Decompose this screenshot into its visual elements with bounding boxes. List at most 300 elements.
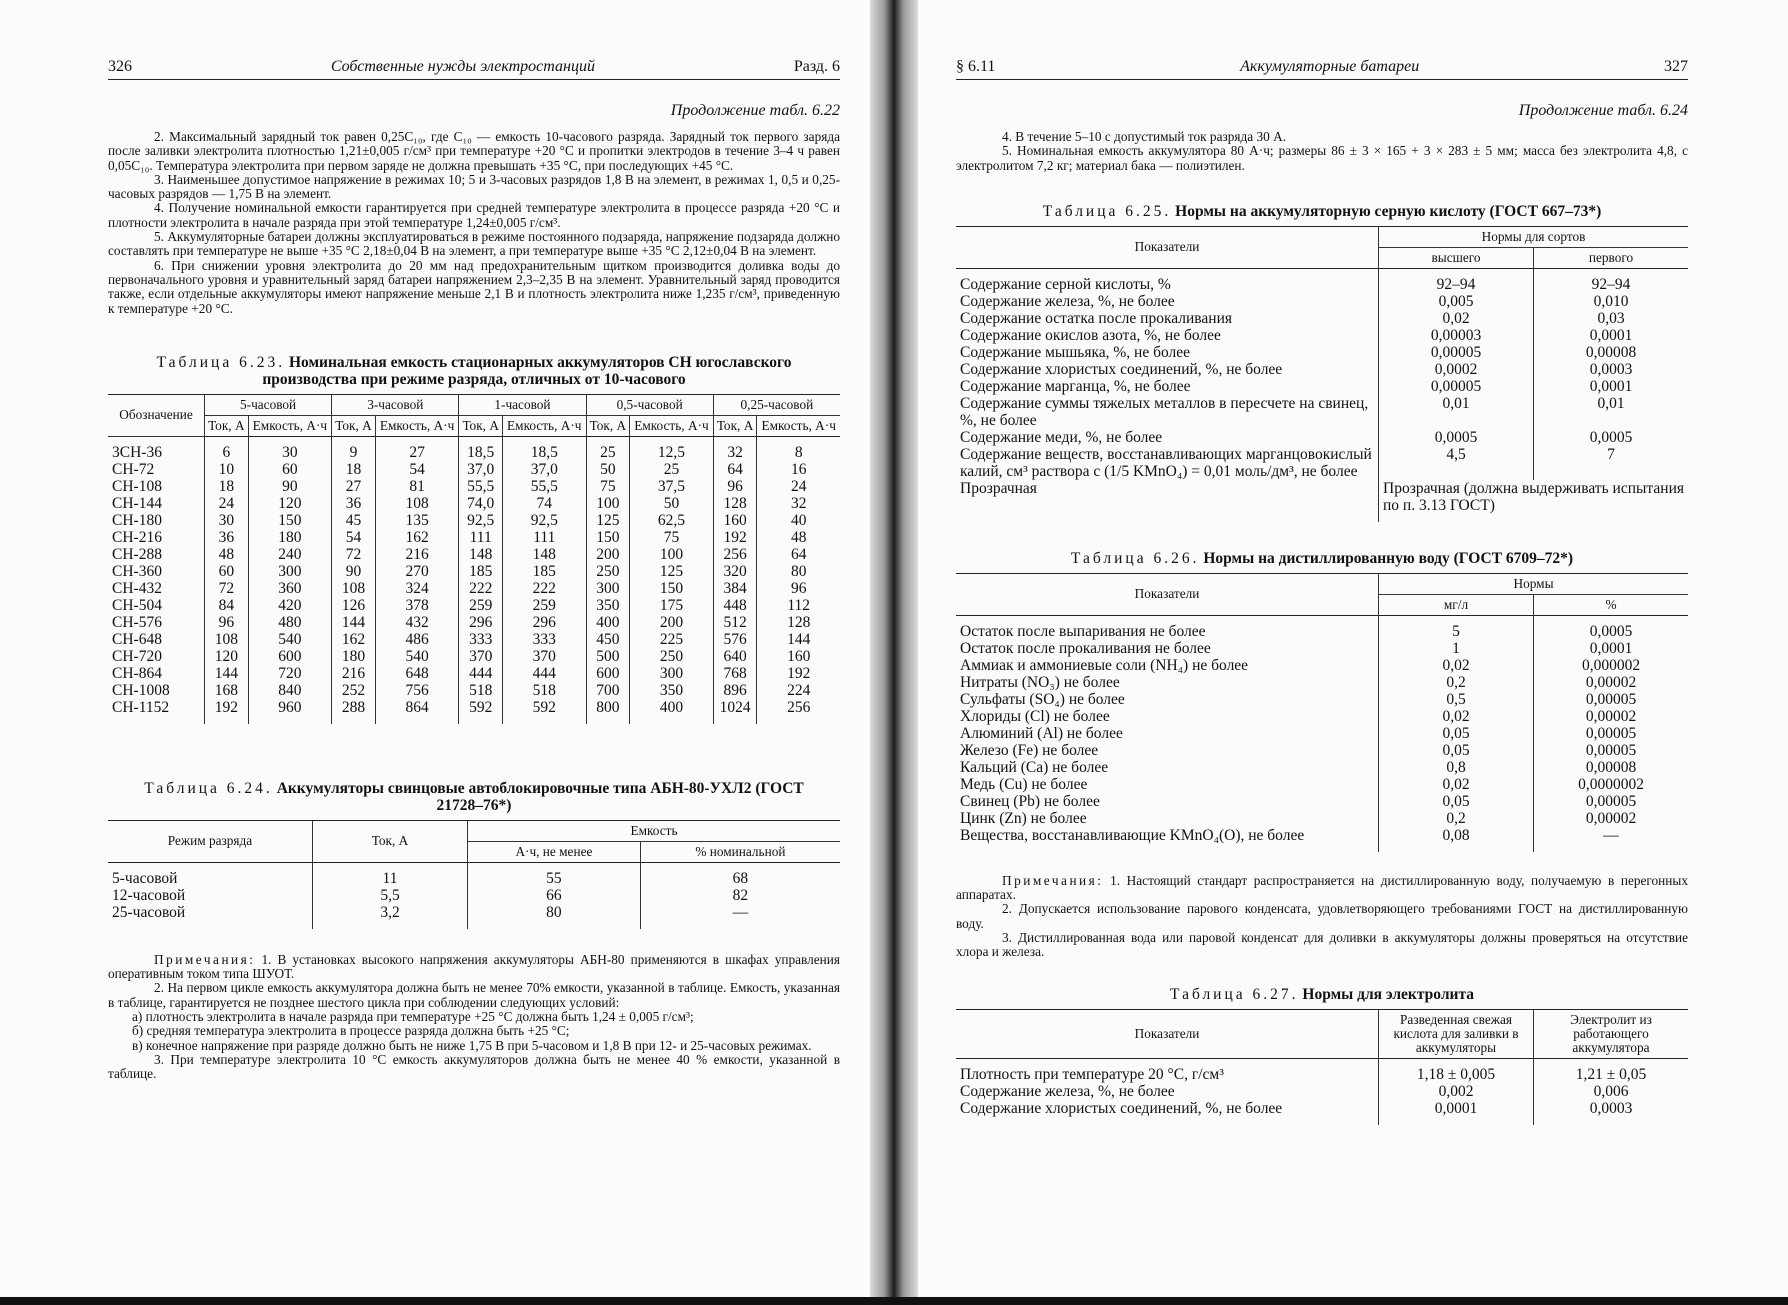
note: б) средняя температура электролита в процессе разряда должна быть +25 °C;: [132, 1023, 570, 1039]
left-intro-notes: [108, 130, 840, 316]
table-row: [956, 640, 1688, 657]
table-row: [108, 495, 840, 512]
intro-note: 6. При снижении уровня электролита до 20 мм над предохранительным щитком производится доливка воды до первоначального уровня и уравнительный заряд батареи напряжением 2,3–2,35 В на элемент. Уравнительный заряд проводится также, если отдельные аккумуляторы имеют напряжение меньше 2,1 В и плотность электролита ниже 1,235 г/см³, приведенную к температуре +20 °C.: [108, 257, 840, 316]
cell-value: 300: [630, 665, 714, 682]
table-row: [956, 344, 1688, 361]
cell-value: —: [1603, 826, 1619, 844]
sub-header-capacity: Емкость, А·ч: [503, 415, 587, 436]
spacer-cell: [956, 615, 1379, 623]
cell-value: 320: [713, 563, 757, 580]
col-header-mode: Режим разряда: [108, 820, 313, 862]
cell-value: 840: [248, 682, 332, 699]
sub-header-high: высшего: [1379, 247, 1534, 268]
cell-value: 200: [630, 614, 714, 631]
row-label: Плотность при температуре 20 °C, г/см³: [956, 1066, 1379, 1083]
cell-value: 1024: [713, 699, 757, 724]
cell-value: 27: [332, 478, 376, 495]
cell-value: 16: [790, 460, 807, 478]
table-6-23-body: [108, 436, 840, 724]
cell-value: 126: [332, 597, 376, 614]
table-row: [108, 614, 840, 631]
row-label: Кальций (Ca) не более: [956, 759, 1379, 776]
group-header: 1-часовой: [459, 394, 586, 415]
row-label: Аммиак и аммониевые соли (NH₄) не более: [956, 657, 1379, 674]
cell-value: 0,02: [1379, 657, 1534, 674]
cell-value: 0,2: [1379, 674, 1534, 691]
col-header-indicator: Показатели: [956, 226, 1379, 268]
cell-value: 18: [332, 461, 376, 478]
table-6-24-body: [108, 862, 840, 929]
note: в) конечное напряжение при разряде должно быть не ниже 1,75 В при 5-часовом и 1,8 В при 12- и 25-часовых режимах.: [132, 1037, 812, 1053]
row-label: Содержание веществ, восстанавливающих марганцовокислый калий, см³ раствора с (1/5 KMnO₄) = 0,01 моль/дм³, не более: [956, 446, 1379, 480]
cell-value: 18,5: [459, 444, 503, 461]
cell-value: 370: [503, 648, 587, 665]
row-label: Содержание хлористых соединений, %, не более: [956, 1100, 1379, 1125]
cell-value: 96: [205, 614, 249, 631]
row-label: СН-360: [108, 563, 205, 580]
row-label: СН-504: [108, 597, 205, 614]
cell-value: 48: [790, 528, 807, 546]
cell-value: 216: [375, 546, 459, 563]
sub-header-capacity: Емкость, А·ч: [248, 415, 332, 436]
row-label: Сульфаты (SO₄) не более: [956, 691, 1379, 708]
cell-value: 60: [205, 563, 249, 580]
cell-value: 0,00002: [1585, 707, 1637, 725]
spacer-cell: [1534, 1058, 1689, 1066]
cell-value: 518: [503, 682, 587, 699]
sub-header-capacity: Емкость, А·ч: [630, 415, 714, 436]
table-row: [956, 378, 1688, 395]
table-row: [956, 776, 1688, 793]
table-label: Таблица 6.23.: [156, 353, 286, 371]
spacer-cell: [1379, 268, 1534, 276]
cell-value: 270: [375, 563, 459, 580]
table-label: Таблица 6.27.: [1169, 985, 1299, 1003]
right-page-number: 327: [1663, 58, 1688, 75]
cell-value: 120: [248, 495, 332, 512]
row-label: СН-432: [108, 580, 205, 597]
row-label: 25-часовой: [108, 904, 313, 929]
cell-value: 125: [586, 512, 630, 529]
table-row: [108, 461, 840, 478]
row-label: СН-1152: [108, 699, 205, 724]
table-row: [956, 674, 1688, 691]
cell-value: 45: [332, 512, 376, 529]
cell-value: 92–94: [1379, 276, 1534, 293]
cell-value: 288: [332, 699, 376, 724]
cell-value: 148: [503, 546, 587, 563]
cell-value: 600: [586, 665, 630, 682]
cell-value: 90: [332, 563, 376, 580]
row-label: СН-864: [108, 665, 205, 682]
sub-header-pct: % номинальной: [695, 843, 786, 859]
row-label: Содержание марганца, %, не более: [956, 378, 1379, 395]
cell-value: 0,00005: [1585, 792, 1637, 810]
left-continuation: Продолжение табл. 6.22: [670, 102, 840, 119]
cell-value: 5: [1379, 623, 1534, 640]
cell-value: 10: [205, 461, 249, 478]
cell-value: 185: [459, 563, 503, 580]
cell-value: 24: [205, 495, 249, 512]
cell-value: 128: [787, 613, 811, 631]
table-label: Таблица 6.24.: [144, 779, 273, 797]
spacer-cell: [956, 1058, 1379, 1066]
spacer-cell: [332, 436, 376, 444]
cell-value: 6: [205, 444, 249, 461]
sub-header-capacity: Емкость, А·ч: [761, 417, 836, 433]
table-row: [108, 887, 840, 904]
table-row: [956, 293, 1688, 310]
table-6-27: [956, 1009, 1688, 1125]
cell-value: 296: [459, 614, 503, 631]
sub-header-first: первого: [1588, 249, 1634, 265]
cell-value: 486: [375, 631, 459, 648]
table-6-26-caption: [956, 550, 1688, 567]
cell-value: 0,0001: [1379, 1100, 1534, 1125]
cell-value: 1,18 ± 0,005: [1379, 1066, 1534, 1083]
col-header-current: Ток, А: [313, 820, 468, 862]
table-6-26-body: [956, 615, 1688, 852]
table-row: [956, 1083, 1688, 1100]
sub-header-pct: %: [1605, 596, 1617, 612]
table-row: [956, 446, 1688, 480]
row-label: СН-144: [108, 495, 205, 512]
cell-value: 0,00002: [1585, 809, 1637, 827]
cell-value: 296: [503, 614, 587, 631]
table-row: [956, 691, 1688, 708]
table-row: [956, 742, 1688, 759]
cell-value: 50: [586, 461, 630, 478]
cell-value: 175: [630, 597, 714, 614]
cell-value: 648: [375, 665, 459, 682]
table-row: [956, 395, 1688, 429]
cell-value: 180: [248, 529, 332, 546]
row-label: 12-часовой: [108, 887, 313, 904]
table-6-27-caption: [956, 986, 1688, 1003]
cell-value: 54: [375, 461, 459, 478]
row-value: Прозрачная (должна выдерживать испытания по п. 3.13 ГОСТ): [1383, 479, 1684, 514]
cell-value: 100: [630, 546, 714, 563]
cell-value: 576: [713, 631, 757, 648]
spacer-cell: [1534, 268, 1689, 276]
cell-value: 800: [586, 699, 630, 724]
row-label: Прозрачная: [956, 480, 1379, 522]
cell-value: 108: [375, 495, 459, 512]
notes-heading: Примечания:: [1002, 872, 1104, 888]
table-6-23-caption: [108, 354, 840, 388]
cell-value: 592: [459, 699, 503, 724]
sub-header-capacity: Емкость, А·ч: [375, 415, 459, 436]
cell-value: 720: [248, 665, 332, 682]
cell-value: 896: [713, 682, 757, 699]
table-label: Таблица 6.25.: [1042, 202, 1172, 220]
spacer-cell: [459, 436, 503, 444]
row-label: Содержание меди, %, не более: [956, 429, 1379, 446]
table-title: Нормы для электролита: [1302, 985, 1475, 1003]
cell-value: 54: [332, 529, 376, 546]
cell-value: 0,02: [1379, 708, 1534, 725]
table-6-24: [108, 820, 840, 929]
cell-value: 144: [205, 665, 249, 682]
cell-value: 0,01: [1379, 395, 1534, 429]
cell-value: 480: [248, 614, 332, 631]
col-header-indicator: Показатели: [956, 1009, 1379, 1058]
row-label: Содержание хлористых соединений, %, не более: [956, 361, 1379, 378]
cell-value: 81: [375, 478, 459, 495]
cell-value: 0,5: [1379, 691, 1534, 708]
table-row: [108, 648, 840, 665]
spacer-row: [956, 268, 1688, 276]
cell-value: 384: [713, 580, 757, 597]
cell-value: 512: [713, 614, 757, 631]
table-row: [956, 827, 1688, 852]
table-label: Таблица 6.26.: [1070, 549, 1200, 567]
intro-note: 5. Номинальная емкость аккумулятора 80 А·ч; размеры 86 ± 3 × 165 + 3 × 283 ± 5 мм; масса без электролита 4,8, с электролитом 7,2 кг; материал бака — полиэтилен.: [956, 143, 1688, 173]
cell-value: 360: [248, 580, 332, 597]
cell-value: 0,00005: [1585, 741, 1637, 759]
table-6-27-body: [956, 1058, 1688, 1125]
table-6-23: [108, 394, 840, 724]
cell-value: 256: [713, 546, 757, 563]
col-header-designation: Обозначение: [108, 394, 205, 436]
cell-value: 256: [787, 698, 811, 716]
table-row: [956, 310, 1688, 327]
group-header: 0,25-часовой: [713, 394, 840, 415]
spacer-cell: [375, 436, 459, 444]
right-continuation: Продолжение табл. 6.24: [1518, 102, 1688, 119]
right-section: § 6.11: [956, 58, 996, 75]
table-row: [108, 597, 840, 614]
cell-value: 162: [375, 529, 459, 546]
cell-value: 185: [503, 563, 587, 580]
cell-value: 18,5: [503, 444, 587, 461]
page-bottom-edge: [0, 1297, 1788, 1305]
cell-value: 0,0003: [1589, 360, 1633, 378]
cell-value: 55,5: [459, 478, 503, 495]
intro-note: 2. Максимальный зарядный ток равен 0,25C₁₀, где C₁₀ — емкость 10-часового разряда. Зарядный ток первого заряда после заливки электролита плотностью 1,21±0,005 г/см³ при температуре +20 °C и пропитки электродов в течение 3–4 ч равен 0,05C₁₀. Температура электролита при первом заряде не должна превышать +35 °C, при последующих +45 °C.: [108, 129, 840, 173]
table-row: [956, 708, 1688, 725]
spacer-cell: [1534, 615, 1689, 623]
cell-value: 444: [503, 665, 587, 682]
spacer-cell: [630, 436, 714, 444]
cell-value: 333: [503, 631, 587, 648]
notes-heading: Примечания:: [154, 951, 256, 967]
cell-value: 0,00008: [1585, 758, 1637, 776]
cell-value: 700: [586, 682, 630, 699]
cell-value: 0,05: [1379, 742, 1534, 759]
note: [956, 874, 1688, 903]
spacer-row: [956, 615, 1688, 623]
row-label: СН-72: [108, 461, 205, 478]
cell-value: 24: [790, 477, 807, 495]
spacer-cell: [956, 268, 1379, 276]
row-label: Содержание остатка после прокаливания: [956, 310, 1379, 327]
table-row: [108, 682, 840, 699]
cell-value: 448: [713, 597, 757, 614]
left-section: Разд. 6: [793, 58, 840, 75]
table-row: [108, 512, 840, 529]
intro-note: 5. Аккумуляторные батареи должны эксплуатироваться в режиме постоянного подзаряда, напряжение подзаряда должно составлять при температуре не выше +35 °C 2,18±0,04 В на элемент, а при температуре выше +35 °C 2,12±0,04 В на элемент.: [108, 229, 840, 259]
spacer-cell: [757, 436, 840, 444]
intro-note: 4. Получение номинальной емкости гарантируется при средней температуре электролита в процессе разряда +20 °C и плотности электролита в начале разряда при этой температуре 1,24±0,005 г/см³.: [108, 200, 840, 230]
row-label: Остаток после выпаривания не более: [956, 623, 1379, 640]
sub-header-current: Ток, А: [459, 415, 503, 436]
spacer-cell: [1379, 615, 1534, 623]
spacer-cell: [205, 436, 249, 444]
note: а) плотность электролита в начале разряда при температуре +25 °C должна быть 1,24 ± 0,005 г/см³;: [132, 1009, 694, 1025]
note: 3. Дистиллированная вода или паровой конденсат для доливки в аккумуляторы должны проверяться на отсутствие хлора и железа.: [956, 930, 1688, 960]
row-label: СН-720: [108, 648, 205, 665]
cell-value: 222: [459, 580, 503, 597]
cell-value: 120: [205, 648, 249, 665]
cell-value: 0,00005: [1585, 690, 1637, 708]
cell-value: 0,00002: [1585, 673, 1637, 691]
cell-value: 370: [459, 648, 503, 665]
sub-header-current: Ток, А: [713, 415, 757, 436]
cell-value: 168: [205, 682, 249, 699]
cell-value: 0,00008: [1585, 343, 1637, 361]
cell-value: 62,5: [630, 512, 714, 529]
cell-value: 144: [332, 614, 376, 631]
cell-value: 111: [459, 529, 503, 546]
row-label: СН-288: [108, 546, 205, 563]
left-running-head: [108, 58, 840, 80]
cell-value: 128: [713, 495, 757, 512]
right-running-title: Аккумуляторные батареи: [1240, 58, 1420, 75]
cell-value: 108: [205, 631, 249, 648]
row-label: Содержание суммы тяжелых металлов в пересчете на свинец, %, не более: [956, 395, 1379, 429]
cell-value: 25: [586, 444, 630, 461]
note: 3. При температуре электролита 10 °C емкость аккумуляторов должна быть не менее 40 % емкости, указанной в таблице.: [108, 1051, 840, 1082]
cell-value: 37,0: [503, 461, 587, 478]
row-label: 5-часовой: [108, 870, 313, 887]
cell-value: 378: [375, 597, 459, 614]
cell-value: 108: [332, 580, 376, 597]
row-label: Свинец (Pb) не более: [956, 793, 1379, 810]
table-row: [108, 444, 840, 461]
cell-value: 66: [468, 887, 641, 904]
cell-value: 9: [332, 444, 376, 461]
cell-value: —: [732, 903, 749, 921]
row-label: СН-576: [108, 614, 205, 631]
cell-value: 864: [375, 699, 459, 724]
table-row: [956, 810, 1688, 827]
sub-header-current: Ток, А: [586, 415, 630, 436]
spacer-row: [956, 1058, 1688, 1066]
cell-value: 592: [503, 699, 587, 724]
table-row: [956, 429, 1688, 446]
cell-value: 75: [630, 529, 714, 546]
col-header-capacity: Емкость: [468, 820, 841, 841]
cell-value: 37,0: [459, 461, 503, 478]
table-row: [956, 361, 1688, 378]
cell-value: 72: [205, 580, 249, 597]
row-label: 3СН-36: [108, 444, 205, 461]
table-row: [956, 759, 1688, 776]
table-row: [108, 478, 840, 495]
table-row: [956, 1066, 1688, 1083]
cell-value: 60: [248, 461, 332, 478]
row-label: Содержание железа, %, не более: [956, 1083, 1379, 1100]
cell-value: 18: [205, 478, 249, 495]
col-header-norms: Нормы для сортов: [1379, 226, 1689, 247]
cell-value: 12,5: [630, 444, 714, 461]
left-running-title: Собственные нужды электростанций: [330, 58, 595, 75]
right-page: [918, 0, 1788, 1305]
cell-value: 259: [459, 597, 503, 614]
cell-value: 450: [586, 631, 630, 648]
cell-value: 75: [586, 478, 630, 495]
table-title: Аккумуляторы свинцовые автоблокировочные типа АБН-80-УХЛ2 (ГОСТ 21728–76*): [276, 779, 804, 814]
spacer-cell: [468, 862, 641, 870]
cell-value: 756: [375, 682, 459, 699]
cell-value: 192: [205, 699, 249, 724]
group-header: 0,5-часовой: [586, 394, 713, 415]
cell-value: 30: [248, 444, 332, 461]
cell-value: 68: [732, 869, 749, 887]
table-title: Нормы на аккумуляторную серную кислоту (ГОСТ 667–73*): [1175, 202, 1602, 220]
cell-value: 0,05: [1379, 725, 1534, 742]
table-row: [956, 276, 1688, 293]
cell-value: 7: [1607, 445, 1615, 463]
cell-value: 3,2: [313, 904, 468, 929]
row-label: Содержание железа, %, не более: [956, 293, 1379, 310]
cell-value: 36: [205, 529, 249, 546]
note: [108, 953, 840, 982]
cell-value: 0,05: [1379, 793, 1534, 810]
cell-value: 600: [248, 648, 332, 665]
cell-value: 0,000002: [1581, 656, 1641, 674]
cell-value: 50: [630, 495, 714, 512]
cell-value: 40: [790, 511, 807, 529]
note-text: 1. В установках высокого напряжения аккумуляторы АБН-80 применяются в шкафах управления оперативным током типа ШУОТ.: [108, 951, 841, 982]
cell-value: 0,02: [1379, 776, 1534, 793]
cell-value: 324: [375, 580, 459, 597]
cell-value: 222: [503, 580, 587, 597]
cell-value: 74,0: [459, 495, 503, 512]
cell-value: 350: [586, 597, 630, 614]
cell-value: 150: [248, 512, 332, 529]
spacer-cell: [586, 436, 630, 444]
col-header-working: Электролит из работающего аккумулятора: [1570, 1011, 1652, 1055]
table-row: [108, 665, 840, 682]
table-row: [108, 546, 840, 563]
cell-value: 100: [586, 495, 630, 512]
row-label: Содержание окислов азота, %, не более: [956, 327, 1379, 344]
row-label: Алюминий (Al) не более: [956, 725, 1379, 742]
cell-value: 540: [375, 648, 459, 665]
cell-value: 96: [713, 478, 757, 495]
cell-value: 74: [503, 495, 587, 512]
cell-value: 252: [332, 682, 376, 699]
cell-value: 55: [468, 870, 641, 887]
cell-value: 30: [205, 512, 249, 529]
cell-value: 0,2: [1379, 810, 1534, 827]
cell-value: 180: [332, 648, 376, 665]
cell-value: 64: [713, 461, 757, 478]
cell-value: 0,005: [1379, 293, 1534, 310]
table-6-25-caption: [956, 203, 1688, 220]
group-header: 3-часовой: [332, 394, 459, 415]
cell-value: 37,5: [630, 478, 714, 495]
row-label: Хлориды (Cl) не более: [956, 708, 1379, 725]
cell-value: 0,00005: [1585, 724, 1637, 742]
cell-value: 240: [248, 546, 332, 563]
row-label: Нитраты (NO₃) не более: [956, 674, 1379, 691]
cell-value: 72: [332, 546, 376, 563]
cell-value: 0,0002: [1379, 361, 1534, 378]
cell-value: 400: [586, 614, 630, 631]
